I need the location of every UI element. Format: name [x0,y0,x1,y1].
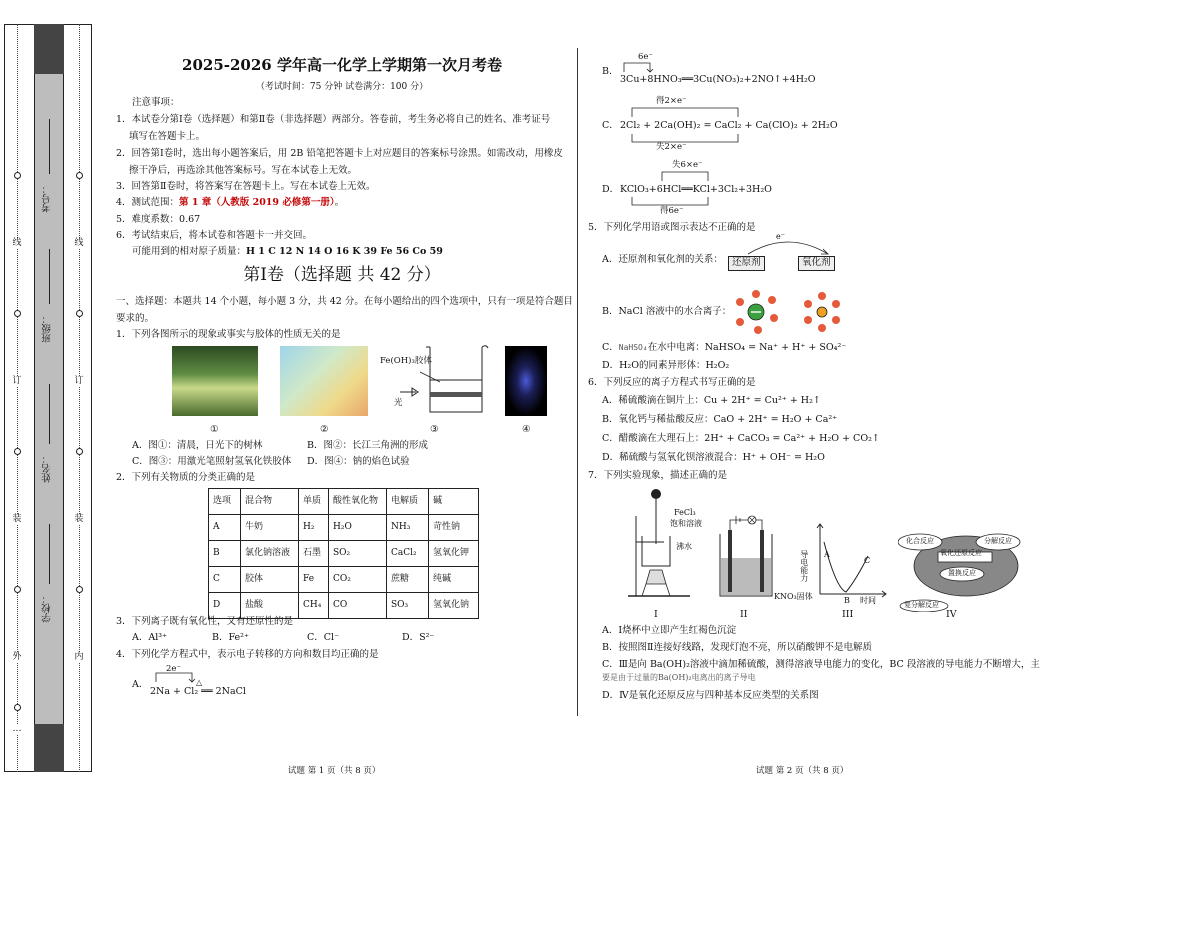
notice-difficulty: 5．难度系数：0.67 [116,214,201,225]
q7-stem: 7．下列实验现象，描述正确的是 [588,470,728,481]
binding-char-line: 线 [12,238,22,248]
q2-classification-table [208,488,479,619]
binding-circle [76,310,83,317]
binding-dark-bottom [34,724,64,772]
table-cell: Fe [299,567,329,593]
field-name: 姓名： [42,454,53,483]
q4-option-d-label: D． [602,184,620,195]
field-school: 学校： [42,594,53,623]
q4-c-gain: 得2×e⁻ [656,96,687,106]
q5-c-prefix: C． [602,342,619,353]
table-header-cell: 酸性氧化物 [329,489,387,515]
q4-d-loss: 失6×e⁻ [672,160,703,170]
q5-c-equation: NaHSO₄ = Na⁺ + H⁺ + SO₄²⁻ [704,342,847,353]
scope-suffix: 。 [334,197,345,208]
q7-ring-redox: 氧化还原反应 [940,549,982,557]
q1-beaker-label: Fe(OH)₃胶体 [380,356,432,366]
q5-c-formula: NaHSO₄ [618,343,648,352]
q7-fig-label: II [740,609,748,620]
q4-d-gain: 得6e⁻ [660,206,684,216]
q1-caption: ② [320,424,329,435]
page-title: 2025-2026 学年高一化学上学期第一次月考卷 [182,56,502,74]
q3-option: B．Fe²⁺ [212,632,249,643]
q7-fig3-conductivity-graph [810,520,890,604]
binding-strip [4,24,92,772]
table-cell: 氢氧化钠 [429,593,479,619]
table-cell: B [209,541,241,567]
q4-option-a-label: A． [132,679,149,690]
table-row [209,593,479,619]
q2-stem: 2．下列有关物质的分类正确的是 [116,472,256,483]
binding-circle [14,586,21,593]
q1-caption: ① [210,424,219,435]
notice-item: 6．考试结束后，将本试卷和答题卡一并交回。 [116,230,313,241]
notice-item: 1．本试卷分第Ⅰ卷（选择题）和第Ⅱ卷（非选择题）两部分。答卷前，考生务必将自己的姓名、准考证号 [116,114,551,125]
binding-dark-top [34,24,64,74]
q4-d-loss-arrow [658,170,718,182]
q7-boiling-water: 沸水 [676,542,692,551]
q1-stem: 1．下列各图所示的现象或事实与胶体的性质无关的是 [116,329,341,340]
q7-option-continued: 要是由于过量的Ba(OH)₂电离出的离子导电 [602,673,756,682]
q1-light-label: 光 [394,398,403,408]
q7-point-b: B [844,596,850,605]
q1-flame-image [505,346,547,416]
binding-circle [14,172,21,179]
notice-item: 3．回答第Ⅱ卷时，将答案写在答题卡上。写在本试卷上无效。 [116,181,376,192]
q4-c-gain-arrow [628,106,748,118]
q5-option-a: A．还原剂和氧化剂的关系： [602,254,723,265]
q4-option-c-label: C． [602,120,619,131]
exam-info: （考试时间：75 分钟 试卷满分：100 分） [255,82,429,92]
table-header-cell: 单质 [299,489,329,515]
table-cell: A [209,515,241,541]
q7-option: B．按照图Ⅱ连接好线路，发现灯泡不亮，所以硝酸钾不是电解质 [602,642,872,653]
q1-option: D．图④：钠的焰色试验 [307,456,410,467]
binding-char-order: 订 [12,376,22,386]
table-cell: C [209,567,241,593]
binding-char-bind: 装 [74,514,84,524]
table-cell: H₂O [329,515,387,541]
table-cell: CH₄ [299,593,329,619]
scope-range: 第 1 章（人教版 2019 必修第一册） [179,197,335,208]
notice-item: 擦干净后，再选涂其他答案标号。写在本试卷上无效。 [129,165,358,176]
q4-b-transfer-arrow [620,60,660,74]
q4-b-electrons: 6e⁻ [638,52,653,62]
binding-char-bind: 装 [12,514,22,524]
page-footer-left: 试题 第 1 页（共 8 页） [288,766,381,776]
q1-option: C．图③：用激光笔照射氢氧化铁胶体 [132,456,292,467]
field-exam-number: 考号： [42,184,53,213]
q7-y-axis-label: 导电能力 [799,550,809,582]
q6-option: A．稀硫酸滴在铜片上：Cu + 2H⁺ = Cu²⁺ + H₂↑ [602,395,821,406]
table-cell: 胶体 [241,567,299,593]
q3-option: C．Cl⁻ [307,632,340,643]
q5-a-electron-arrow [738,234,838,256]
atomic-masses-values: H 1 C 12 N 14 O 16 K 39 Fe 56 Co 59 [246,246,443,257]
q5-stem: 5．下列化学用语或图示表达不正确的是 [588,222,756,233]
binding-char-inner: 内 [74,652,84,662]
table-row [209,567,479,593]
table-cell: 苛性钠 [429,515,479,541]
field-class-line [49,249,50,304]
binding-char-outer: 外 [12,652,22,662]
table-cell: 蔗糖 [387,567,429,593]
binding-circle [14,704,21,711]
notice-item-scope [116,197,344,210]
table-cell: SO₂ [329,541,387,567]
q7-point-a: A [824,550,830,559]
q1-map-image [280,346,368,416]
q5-option-c [602,342,846,355]
table-cell: 氢氧化钾 [429,541,479,567]
q1-option: A．图①：清晨，日光下的树林 [132,440,263,451]
section-intro: 要求的。 [116,313,155,324]
q7-fig-label: I [654,609,658,620]
field-exam-number-line [49,119,50,174]
table-header-cell: 电解质 [387,489,429,515]
section-title: 第Ⅰ卷（选择题 共 42 分） [243,265,441,285]
q5-a-electron: e⁻ [776,232,785,241]
q6-option: B．氧化钙与稀盐酸反应：CaO + 2H⁺ = H₂O + Ca²⁺ [602,414,838,425]
field-name-line [49,384,50,444]
binding-circle [76,448,83,455]
scope-prefix: 4．测试范围： [116,197,180,208]
q4-c-loss: 失2×e⁻ [656,142,687,152]
table-row [209,541,479,567]
q7-ring-combination: 化合反应 [906,537,934,545]
atomic-masses [132,246,443,259]
q3-option: A．Al³⁺ [132,632,168,643]
table-cell: SO₃ [387,593,429,619]
column-divider [577,48,578,716]
q6-stem: 6．下列反应的离子方程式书写正确的是 [588,377,756,388]
notice-heading: 注意事项： [132,97,180,108]
q7-fig2-circuit [716,512,776,602]
table-cell: 纯碱 [429,567,479,593]
q5-option-b: B．NaCl 溶液中的水合离子： [602,306,732,317]
binding-dots: … [12,724,22,734]
q4-c-loss-arrow [628,134,748,144]
q1-forest-image [172,346,258,416]
q7-point-c: C [864,556,871,565]
table-cell: 盐酸 [241,593,299,619]
table-cell: CO₂ [329,567,387,593]
q1-option: B．图②：长江三角洲的形成 [307,440,428,451]
binding-circle [14,448,21,455]
q7-option: D．Ⅳ是氧化还原反应与四种基本反应类型的关系图 [602,690,819,701]
atomic-masses-label: 可能用到的相对原子质量： [132,246,247,257]
q4-a-electrons: 2e⁻ [166,664,181,674]
table-row [209,515,479,541]
q6-option: C．醋酸滴在大理石上：2H⁺ + CaCO₃ = Ca²⁺ + H₂O + CO₂↑ [602,433,880,444]
field-class: 班级： [42,314,53,343]
q7-ring-displacement: 置换反应 [948,569,976,577]
notice-item: 2．回答第Ⅰ卷时，选出每小题答案后，用 2B 铅笔把答题卡上对应题目的答案标号涂黑。如需改动，用橡皮 [116,148,563,159]
table-header-cell: 碱 [429,489,479,515]
notice-item: 填写在答题卡上。 [129,131,206,142]
q6-option: D．稀硫酸与氢氧化钡溶液混合：H⁺ + OH⁻ = H₂O [602,452,825,463]
table-cell: H₂ [299,515,329,541]
q5-c-middle: 在水中电离： [647,342,705,353]
q5-a-reducing-agent: 还原剂 [728,256,765,271]
q3-option: D．S²⁻ [402,632,435,643]
q7-option: A．Ⅰ烧杯中立即产生红褐色沉淀 [602,625,737,636]
binding-char-line: 线 [74,238,84,248]
binding-char-order: 订 [74,376,84,386]
field-school-line [49,524,50,584]
table-cell: 牛奶 [241,515,299,541]
table-cell: 氯化钠溶液 [241,541,299,567]
table-header-cell: 混合物 [241,489,299,515]
section-intro: 一、选择题：本题共 14 个小题，每小题 3 分，共 42 分。在每小题给出的四个选项中，只有一项是符合题目 [116,296,573,307]
q4-option-b-label: B． [602,66,619,77]
table-cell: CaCl₂ [387,541,429,567]
q1-caption: ④ [522,424,531,435]
q5-option-d: D．H₂O的同素异形体：H₂O₂ [602,360,730,371]
binding-circle [76,172,83,179]
table-header-cell: 选项 [209,489,241,515]
q7-kno3: KNO₃固体 [774,592,813,601]
q7-fecl3: FeCl₃ [674,508,696,517]
q4-d-equation: KClO₃+6HCl══KCl+3Cl₂+3H₂O [620,184,772,195]
q7-x-axis-label: 时间 [860,596,876,605]
table-cell: D [209,593,241,619]
table-cell: CO [329,593,387,619]
table-cell: NH₃ [387,515,429,541]
q5-b-hydrated-ions-diagram [732,286,852,338]
q3-stem: 3．下列离子既有氧化性，又有还原性的是 [116,616,294,627]
q4-c-equation: 2Cl₂ + 2Ca(OH)₂ = CaCl₂ + Ca(ClO)₂ + 2H₂O [620,120,838,131]
q7-option: C．Ⅲ是向 Ba(OH)₂溶液中滴加稀硫酸，测得溶液导电能力的变化，BC 段溶液的导电能力不断增大，主 [602,659,1040,670]
q4-a-condition: △ [196,678,203,687]
table-cell: 石墨 [299,541,329,567]
q4-a-transfer-arrow [152,670,202,684]
q7-ring-double-decomposition: 复分解反应 [904,601,939,609]
q4-stem: 4．下列化学方程式中，表示电子转移的方向和数目均正确的是 [116,649,379,660]
q7-saturated: 饱和溶液 [670,519,702,528]
q7-ring-decomposition: 分解反应 [984,537,1012,545]
binding-circle [14,310,21,317]
binding-circle [76,586,83,593]
page-footer-right: 试题 第 2 页（共 8 页） [756,766,849,776]
q7-fig-label: IV [946,609,957,620]
q7-fig-label: III [842,609,854,620]
q4-b-equation: 3Cu+8HNO₃══3Cu(NO₃)₂+2NO↑+4H₂O [620,74,816,85]
q1-caption: ③ [430,424,439,435]
q4-a-equation: 2Na + Cl₂ ══ 2NaCl [150,686,246,697]
table-header-row [209,489,479,515]
q5-a-oxidizing-agent: 氧化剂 [798,256,835,271]
